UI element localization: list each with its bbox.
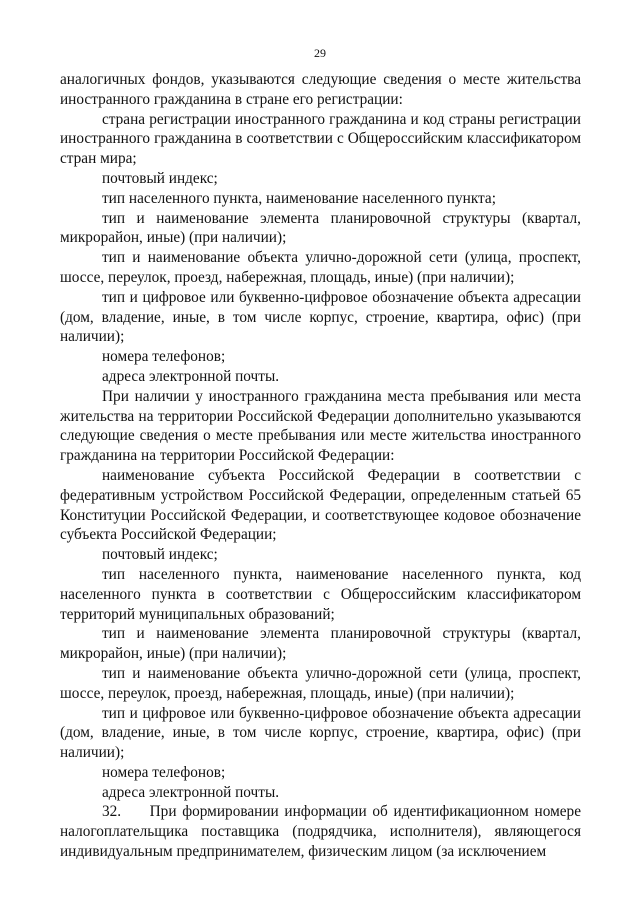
paragraph: тип и цифровое или буквенно-цифровое обозначение объекта адресации (дом, владение, иные, в том числе корпус, строение, квартира, офис) (при наличии); [60,288,581,346]
paragraph: номера телефонов; [102,763,226,781]
numbered-paragraph: 32. При формировании информации об идентификационном номере налогоплательщика поставщика (подрядчика, исполнителя), являющегося индивидуальным предпринимателем, физическим лицом (за исключением [60,803,581,861]
paragraph: адреса электронной почты. [102,783,280,801]
paragraph: тип населенного пункта, наименование населенного пункта, код населенного пункта в соответствии с Общероссийским классификатором территорий муниципальных образований; [60,565,581,623]
paragraph: аналогичных фондов, указываются следующие сведения о месте жительства иностранного гражданина в стране его регистрации: [60,71,581,108]
paragraph: адреса электронной почты. [102,367,280,385]
paragraph: номера телефонов; [102,348,226,366]
paragraph: тип населенного пункта, наименование населенного пункта; [102,189,496,207]
paragraph: тип и наименование элемента планировочной структуры (квартал, микрорайон, иные) (при наличии); [60,625,581,663]
document-body [60,70,581,862]
paragraph: тип и наименование объекта улично-дорожной сети (улица, проспект, шоссе, переулок, проезд, набережная, площадь, иные) (при наличии); [60,664,581,702]
paragraph: тип и наименование объекта улично-дорожной сети (улица, проспект, шоссе, переулок, проезд, набережная, площадь, иные) (при наличии); [60,249,581,286]
paragraph: почтовый индекс; [102,546,218,564]
page-number: 29 [314,46,326,60]
paragraph: При наличии у иностранного гражданина места пребывания или места жительства на территории Российской Федерации дополнительно указываются следующие сведения о месте пребывания или месте жительства иностранного гражданина на территории Российской Федерации: [60,387,581,465]
paragraph: почтовый индекс; [102,169,218,187]
paragraph: страна регистрации иностранного гражданина и код страны регистрации иностранного гражданина в соответствии с Общероссийским классификатором стран мира; [60,110,581,168]
paragraph: тип и цифровое или буквенно-цифровое обозначение объекта адресации (дом, владение, иные, в том числе корпус, строение, квартира, офис) (при наличии); [60,704,581,762]
paragraph: наименование субъекта Российской Федерации в соответствии с федеративным устройством Российской Федерации, определенным статьей 65 Конституции Российской Федерации, и соответствующее кодовое обозначение субъекта Российской Федерации; [60,466,581,544]
paragraph: тип и наименование элемента планировочной структуры (квартал, микрорайон, иные) (при наличии); [60,209,581,247]
